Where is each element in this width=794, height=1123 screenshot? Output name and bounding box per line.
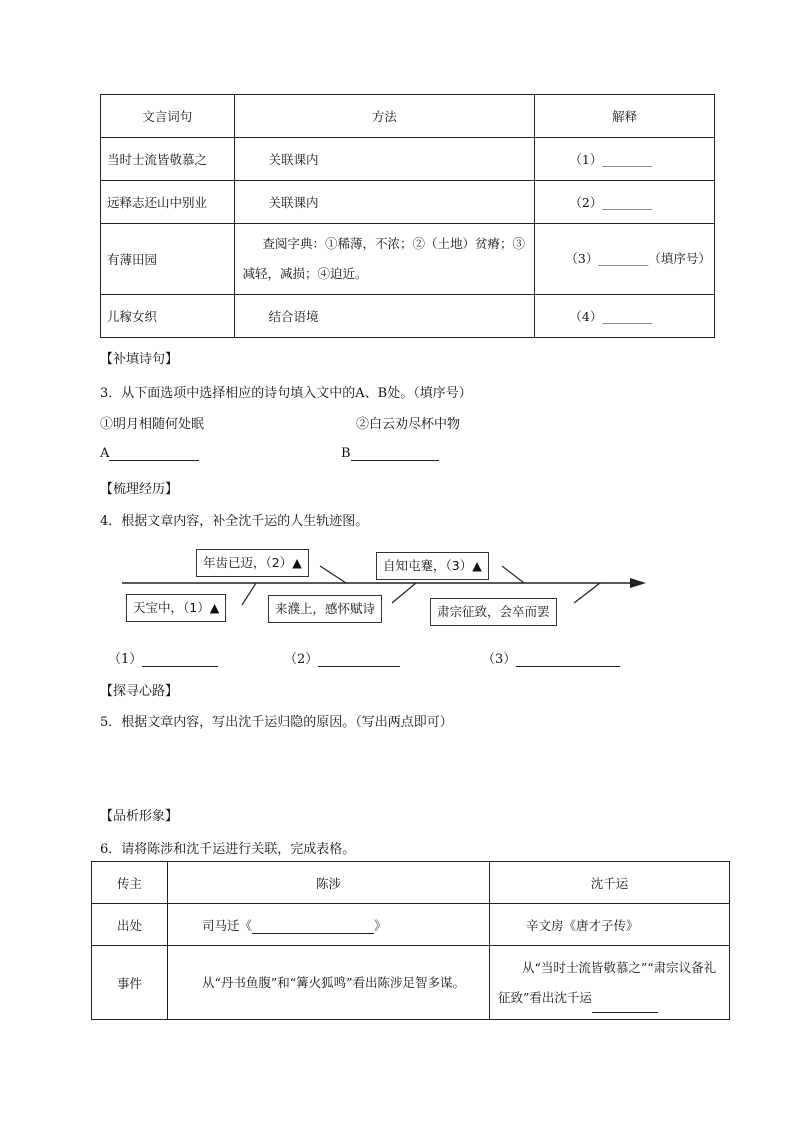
row-label: 事件	[92, 946, 168, 1020]
method-cell: 关联课内	[234, 138, 535, 181]
section-heading: 【梳理经历】	[100, 482, 179, 497]
phrase-cell: 儿稼女织	[101, 295, 235, 338]
answer-a-blank[interactable]	[109, 446, 199, 461]
source-chen-text: 司马迁《	[202, 917, 253, 933]
answer-3-blank[interactable]	[516, 652, 620, 667]
answer-b-label: B	[341, 446, 351, 461]
comparison-table	[91, 861, 730, 1020]
table-header: 方法	[234, 95, 535, 138]
table-header: 沈千运	[490, 862, 730, 904]
method-cell: 查阅字典：①稀薄，不浓；②（土地）贫瘠；③减轻，减损；④迫近。	[234, 224, 535, 295]
connector	[242, 583, 256, 605]
event-blank[interactable]	[592, 998, 658, 1013]
event-shen-text: 从“当时士流皆敬慕之”“肃宗议备礼征致”看出沈千运	[498, 959, 717, 1005]
connector	[392, 583, 416, 603]
answer-b	[341, 446, 439, 461]
answer-2-blank[interactable]	[318, 652, 400, 667]
answer-b-blank[interactable]	[351, 446, 439, 461]
row-label: 出处	[92, 904, 168, 946]
table-header: 文言词句	[101, 95, 235, 138]
answer-cell[interactable]: （3）________（填序号）	[535, 224, 715, 295]
method-cell: 关联课内	[234, 181, 535, 224]
table-row	[101, 181, 715, 224]
table-row	[92, 904, 730, 946]
answer-1	[108, 648, 218, 667]
timeline-box-4: 来濮上，感怀赋诗	[268, 595, 382, 623]
phrase-cell: 远释志还山中别业	[101, 181, 235, 224]
table-row	[101, 224, 715, 295]
source-chen-end: 》	[374, 917, 387, 933]
timeline-box-3: 自知屯蹇，（3）▲	[376, 552, 489, 580]
question-4: 4．根据文章内容，补全沈千运的人生轨迹图。	[100, 514, 369, 529]
method-cell: 结合语境	[234, 295, 535, 338]
connector	[320, 566, 346, 583]
table-row	[101, 295, 715, 338]
answer-2	[284, 648, 400, 667]
question-3: 3．从下面选项中选择相应的诗句填入文中的A、B处。（填序号）	[100, 386, 472, 401]
phrase-cell: 当时士流皆敬慕之	[101, 138, 235, 181]
connector	[574, 583, 600, 603]
answer-a	[100, 446, 199, 461]
answer-cell[interactable]: （2）________	[535, 181, 715, 224]
answer-cell[interactable]: （1）________	[535, 138, 715, 181]
option-1: ①明月相随何处眠	[100, 417, 205, 432]
event-chen-cell: 从“丹书鱼腹”和“篝火狐鸣”看出陈涉足智多谋。	[168, 946, 490, 1020]
section-heading: 【品析形象】	[100, 809, 179, 824]
source-shen-cell: 辛文房《唐才子传》	[490, 904, 730, 946]
table-header: 解释	[535, 95, 715, 138]
answer-3-label: （3）	[482, 652, 517, 667]
table-row	[101, 138, 715, 181]
question-5: 5．根据文章内容，写出沈千运归隐的原因。（写出两点即可）	[100, 715, 453, 730]
timeline-box-2: 年齿已迈，（2）▲	[196, 549, 309, 577]
answer-a-label: A	[100, 446, 110, 461]
answer-1-blank[interactable]	[142, 652, 218, 667]
timeline-arrows	[0, 530, 794, 640]
timeline-box-1: 天宝中，（1）▲	[126, 594, 226, 622]
timeline-arrowhead	[630, 578, 646, 588]
table-row	[92, 946, 730, 1020]
answer-1-label: （1）	[108, 652, 143, 667]
event-shen-cell	[490, 946, 730, 1020]
section-heading: 【探寻心路】	[100, 684, 179, 699]
phrase-cell: 有薄田园	[101, 224, 235, 295]
connector	[502, 566, 524, 583]
question-6: 6．请将陈涉和沈千运进行关联，完成表格。	[100, 842, 356, 857]
source-blank[interactable]	[252, 919, 374, 934]
source-chen-cell	[168, 904, 490, 946]
answer-3	[482, 648, 620, 667]
answer-2-label: （2）	[284, 652, 319, 667]
timeline-box-5: 肃宗征致，会卒而罢	[430, 598, 557, 626]
section-heading: 【补填诗句】	[100, 352, 179, 367]
explanation-table	[100, 94, 715, 338]
option-2: ②白云劝尽杯中物	[356, 417, 461, 432]
table-header: 传主	[92, 862, 168, 904]
table-header: 陈涉	[168, 862, 490, 904]
answer-cell[interactable]: （4）________	[535, 295, 715, 338]
